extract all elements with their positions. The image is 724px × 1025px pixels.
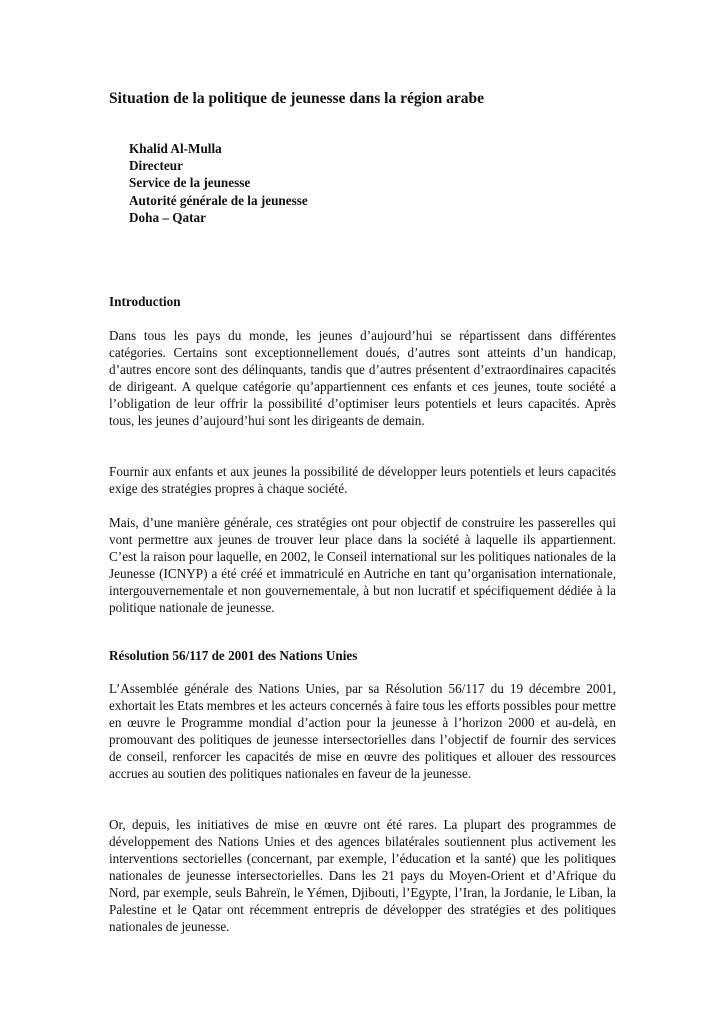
author-role: Directeur	[129, 158, 183, 174]
introduction-paragraph-2: Fournir aux enfants et aux jeunes la possibilité de développer leurs potentiels et leurs capacités exige des stratégies propres à chaque société.	[109, 464, 616, 497]
author-organization: Autorité générale de la jeunesse	[129, 192, 308, 208]
introduction-heading: Introduction	[109, 294, 181, 309]
resolution-paragraph-1: L’Assemblée générale des Nations Unies, par sa Résolution 56/117 du 19 décembre 2001, exhortait les Etats membres et les acteurs concernés à faire tous les efforts possibles pour mettre en œuvre le Programme mondial d’action pour la jeunesse à l’horizon 2000 et au-delà, en promouvant des politiques de jeunesse intersectorielles dans l’objectif de fournir des services de conseil, renforcer les capacités de mise en œuvre des politiques et allouer des ressources accrues au soutien des politiques nationales en faveur de la jeunesse.	[109, 681, 616, 782]
author-block	[129, 140, 529, 226]
resolution-heading: Résolution 56/117 de 2001 des Nations Unies	[109, 648, 358, 663]
introduction-paragraph-1: Dans tous les pays du monde, les jeunes d’aujourd’hui se répartissent dans différentes catégories. Certains sont exceptionnellement doués, d’autres sont atteints d’un handicap, d’autres encore sont des délinquants, tandis que d’autres présentent d’extraordinaires capacités de dirigeant. A quelque catégorie qu’appartiennent ces enfants et ces jeunes, toute société a l’obligation de leur offrir la possibilité d’optimiser leurs potentiels et leurs capacités. Après tous, les jeunes d’aujourd’hui sont les dirigeants de demain.	[109, 328, 616, 429]
author-location: Doha – Qatar	[129, 209, 206, 225]
document-title: Situation de la politique de jeunesse dans la région arabe	[109, 90, 485, 107]
author-service: Service de la jeunesse	[129, 175, 251, 191]
author-name: Khalid Al-Mulla	[129, 141, 222, 156]
resolution-paragraph-2: Or, depuis, les initiatives de mise en œuvre ont été rares. La plupart des programmes de développement des Nations Unies et des agences bilatérales soutiennent plus activement les interventions sectorielles (concernant, par exemple, l’éducation et la santé) que les politiques nationales de jeunesse intersectorielles. Dans les 21 pays du Moyen-Orient et d’Afrique du Nord, par exemple, seuls Bahreïn, le Yémen, Djibouti, l’Egypte, l’Iran, la Jordanie, le Liban, la Palestine et le Qatar ont récemment entrepris de développer des stratégies et des politiques nationales de jeunesse.	[109, 817, 616, 935]
introduction-paragraph-3: Mais, d’une manière générale, ces stratégies ont pour objectif de construire les passerelles qui vont permettre aux jeunes de trouver leur place dans la société à laquelle ils appartiennent. C’est la raison pour laquelle, en 2002, le Conseil international sur les politiques nationales de la Jeunesse (ICNYP) a été créé et immatriculé en Autriche en tant qu’organisation internationale, intergouvernementale et non gouvernementale, à but non lucratif et spécifiquement dédiée à la politique nationale de jeunesse.	[109, 515, 616, 616]
